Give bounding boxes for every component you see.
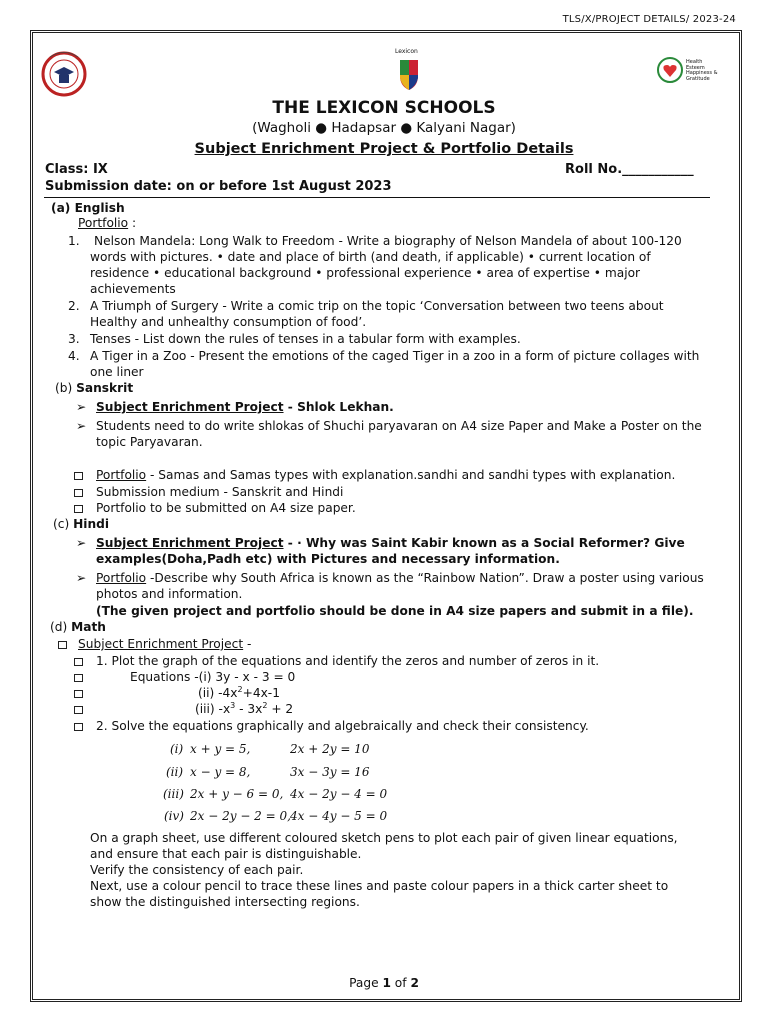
square-bullet-icon	[74, 718, 83, 734]
instruction-line: Next, use a colour pencil to trace these lines and paste colour papers in a thick carter sheet to	[90, 879, 669, 893]
square-bullet-icon	[58, 636, 67, 652]
arrow-bullet-icon: ➢	[76, 571, 87, 585]
document-id: TLS/X/PROJECT DETAILS/ 2023-24	[562, 14, 736, 25]
pair-equation-1: 2x + y − 6 = 0,	[190, 787, 284, 801]
hindi-project: Subject Enrichment Project - · Why was Saint Kabir known as a Social Reformer? Give	[96, 536, 685, 550]
sanskrit-submission: Portfolio to be submitted on A4 size paper.	[96, 501, 356, 515]
pair-label: (iii)	[163, 787, 184, 801]
pair-equation-1: 2x − 2y − 2 = 0,	[190, 809, 291, 823]
submission-date: Submission date: on or before 1st August 2023	[45, 179, 392, 194]
square-bullet-icon	[74, 500, 83, 516]
equation-i: Equations -(i) 3y - x - 3 = 0	[130, 670, 296, 684]
hindi-project-line: examples(Doha,Padh etc) with Pictures and necessary information.	[96, 552, 560, 566]
pair-equation-1: x + y = 5,	[190, 742, 251, 756]
arrow-bullet-icon: ➢	[76, 419, 87, 433]
square-bullet-icon	[74, 669, 83, 685]
hindi-heading: (c) Hindi	[53, 517, 110, 531]
pair-label: (iv)	[164, 809, 184, 823]
equation-ii: (ii) $-4x^2+4x-1$	[198, 685, 280, 700]
pair-label: (i)	[170, 742, 184, 756]
arrow-bullet-icon: ➢	[76, 536, 87, 550]
square-bullet-icon	[74, 467, 83, 483]
pair-equation-2: 2x + 2y = 10	[290, 742, 370, 756]
square-bullet-icon	[74, 701, 83, 717]
campus-list: (Wagholi ● Hadapsar ● Kalyani Nagar)	[252, 120, 516, 136]
sanskrit-medium: Submission medium - Sanskrit and Hindi	[96, 485, 344, 499]
joy-of-learning-logo-icon	[40, 48, 88, 104]
sanskrit-portfolio: Portfolio - Samas and Samas types with explanation.sandhi and sandhi types with explanation.	[96, 468, 676, 482]
instruction-line: show the distinguished intersecting regions.	[90, 895, 360, 909]
sanskrit-project-detail-line: topic Paryavaran.	[96, 435, 203, 449]
square-bullet-icon	[74, 484, 83, 500]
math-project-label: Subject Enrichment Project -	[78, 637, 252, 651]
sanskrit-heading: (b) Sanskrit	[55, 381, 134, 395]
hindi-portfolio: Portfolio -Describe why South Africa is known as the “Rainbow Nation”. Draw a poster using various	[96, 571, 704, 585]
lexicon-logo-label: Lexicon	[395, 48, 418, 55]
pair-equation-1: x − y = 8,	[190, 765, 251, 779]
page-number: Page 1 of 2	[349, 976, 419, 990]
english-item-2-line: Healthy and unhealthy consumption of food’.	[90, 315, 367, 329]
english-item-1-line: words with pictures. • date and place of birth (and death, if applicable) • current location of	[90, 250, 651, 264]
math-question-2: 2. Solve the equations graphically and algebraically and check their consistency.	[96, 719, 589, 733]
list-number: 4.	[68, 349, 80, 363]
english-item-1-line: achievements	[90, 282, 176, 296]
english-item-3: Tenses - List down the rules of tenses in a tabular form with examples.	[90, 332, 521, 346]
instruction-line: Verify the consistency of each pair.	[90, 863, 304, 877]
arrow-bullet-icon: ➢	[76, 400, 87, 414]
english-portfolio-label: Portfolio :	[78, 216, 137, 230]
math-heading: (d) Math	[50, 620, 106, 634]
math-question-1: 1. Plot the graph of the equations and identify the zeros and number of zeros in it.	[96, 654, 600, 668]
pair-equation-2: 4x − 2y − 4 = 0	[290, 787, 388, 801]
document-title: Subject Enrichment Project & Portfolio Details	[194, 141, 574, 157]
pair-equation-2: 4x − 4y − 5 = 0	[290, 809, 388, 823]
english-item-4-line: one liner	[90, 365, 144, 379]
pair-label: (ii)	[166, 765, 184, 779]
class-label: Class: IX	[45, 162, 108, 177]
hindi-note: (The given project and portfolio should be done in A4 size papers and submit in a file).	[96, 604, 694, 618]
header-divider	[44, 197, 710, 198]
instruction-line: On a graph sheet, use different coloured sketch pens to plot each pair of given linear equations,	[90, 831, 678, 845]
sanskrit-project-detail: Students need to do write shlokas of Shuchi paryavaran on A4 size Paper and Make a Poster on the	[96, 419, 702, 433]
square-bullet-icon	[74, 685, 83, 701]
school-name: THE LEXICON SCHOOLS	[272, 98, 496, 118]
list-number: 2.	[68, 299, 80, 313]
list-number: 1.	[68, 234, 80, 248]
english-item-1-line: residence • educational background • professional experience • area of expertise • major	[90, 266, 641, 280]
heart-logo-text: Health Esteem Happiness & Gratitude	[686, 59, 718, 82]
english-item-1: Nelson Mandela: Long Walk to Freedom - Write a biography of Nelson Mandela of about 100-120	[94, 234, 682, 248]
sanskrit-project: Subject Enrichment Project - Shlok Lekhan.	[96, 400, 394, 414]
english-heading: (a) English	[51, 201, 125, 215]
english-item-4: A Tiger in a Zoo - Present the emotions of the caged Tiger in a zoo in a form of picture collages with	[90, 349, 700, 363]
pair-equation-2: 3x − 3y = 16	[290, 765, 370, 779]
square-bullet-icon	[74, 653, 83, 669]
english-item-2: A Triumph of Surgery - Write a comic trip on the topic ‘Conversation between two teens about	[90, 299, 664, 313]
list-number: 3.	[68, 332, 80, 346]
roll-number-field: Roll No.___________	[565, 162, 694, 177]
equation-iii: (iii) $-x^3 - 3x^2 + 2$	[195, 701, 294, 716]
hindi-portfolio-line: photos and information.	[96, 587, 243, 601]
instruction-line: and ensure that each pair is distinguishable.	[90, 847, 362, 861]
heart-logo-icon	[656, 56, 684, 84]
